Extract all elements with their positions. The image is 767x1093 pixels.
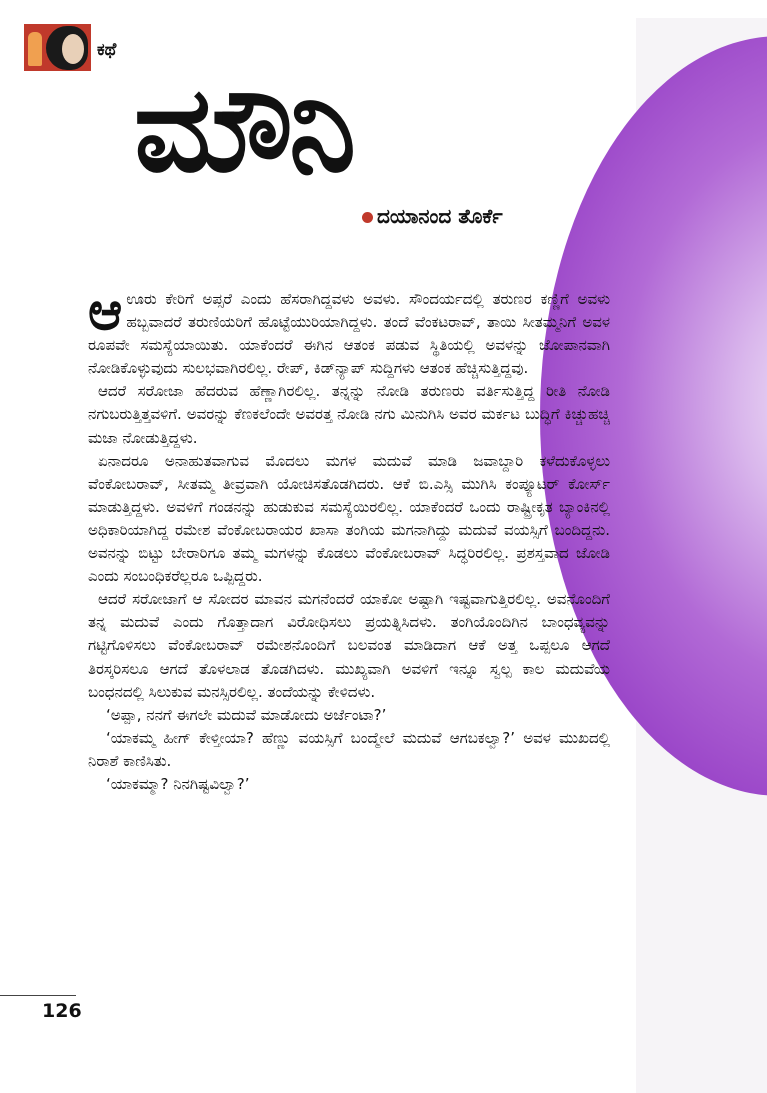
- paragraph: [88, 282, 610, 380]
- dialogue-line: ‘ಯಾಕಮ್ಮಾ? ನಿನಗಿಷ್ಟವಿಲ್ವಾ?’: [106, 774, 250, 793]
- bullet-icon: [362, 212, 373, 223]
- paragraph: ಆದರೆ ಸರೋಜಾಗೆ ಆ ಸೋದರ ಮಾವನ ಮಗನೆಂದರೆ ಯಾಕೋ ಅಷ್ಟಾಗಿ ಇಷ್ಟವಾಗುತ್ತಿರಲಿಲ್ಲ. ಅವನೊಂದಿಗೆ ತನ್ನ ಮದುವೆ ಎಂದು ಗೊತ್ತಾದಾಗ ವಿರೋಧಿಸಲು ಪ್ರಯತ್ನಿಸಿದಳು. ತಂಗಿಯೊಂದಿಗಿನ ಬಾಂಧವ್ಯವನ್ನು ಗಟ್ಟಿಗೊಳಿಸಲು ವೆಂಕೋಬರಾವ್ ರಮೇಶನೊಂದಿಗೆ ಬಲವಂತ ಮಾಡಿದಾಗ ಆಕೆ ಅತ್ತ ಒಪ್ಪಲೂ ಆಗದೆ ತಿರಸ್ಕರಿಸಲೂ ಆಗದೆ ತೊಳಲಾಡ ತೊಡಗಿದಳು. ಮುಖ್ಯವಾಗಿ ಅವಳಿಗೆ ಇನ್ನೂ ಸ್ವಲ್ಪ ಕಾಲ ಮದುವೆಯ ಬಂಧನದಲ್ಲಿ ಸಿಲುಕುವ ಮನಸ್ಸಿರಲಿಲ್ಲ. ತಂದೆಯನ್ನು ಕೇಳಿದಳು.: [88, 590, 610, 701]
- story-body: [88, 282, 610, 796]
- figure-graphic: [28, 32, 42, 66]
- author-byline: [362, 204, 503, 228]
- paragraph-text: ಊರು ಕೇರಿಗೆ ಅಪ್ಸರೆ ಎಂದು ಹೆಸರಾಗಿದ್ದವಳು ಅವಳು. ಸೌಂದರ್ಯದಲ್ಲಿ ತರುಣರ ಕಣ್ಣಿಗೆ ಅವಳು ಹಬ್ಬವಾದರೆ ತರುಣಿಯರಿಗೆ ಹೊಟ್ಟೆಯುರಿಯಾಗಿದ್ದಳು. ತಂದೆ ವೆಂಕಟರಾವ್, ತಾಯಿ ಸೀತಮ್ಮನಿಗೆ ಅವಳ ರೂಪವೇ ಸಮಸ್ಯೆಯಾಯಿತು. ಯಾಕೆಂದರೆ ಈಗಿನ ಆತಂಕ ಪಡುವ ಸ್ಥಿತಿಯಲ್ಲಿ ಅವಳನ್ನು ಜೋಪಾನವಾಗಿ ನೋಡಿಕೊಳ್ಳುವುದು ಸುಲಭವಾಗಿರಲಿಲ್ಲ. ರೇಪ್, ಕಿಡ್‌ನ್ಯಾಪ್ ಸುದ್ದಿಗಳು ಆತಂಕ ಹೆಚ್ಚಿಸುತ್ತಿದ್ದವು.: [88, 290, 610, 378]
- footer-rule: [0, 995, 76, 996]
- section-logo-icon: [24, 24, 91, 71]
- paragraph: ಆದರೆ ಸರೋಜಾ ಹೆದರುವ ಹೆಣ್ಣಾಗಿರಲಿಲ್ಲ. ತನ್ನನ್ನು ನೋಡಿ ತರುಣರು ವರ್ತಿಸುತ್ತಿದ್ದ ರೀತಿ ನೋಡಿ ನಗುಬರುತ್ತಿತ್ತವಳಿಗೆ. ಅವರನ್ನು ಕೆಣಕಲೆಂದೇ ಅವರತ್ತ ನೋಡಿ ನಗು ಮಿನುಗಿಸಿ ಅವರ ಮರ್ಕಟ ಬುದ್ಧಿಗೆ ಕಿಚ್ಚುಹಚ್ಚಿ ಮಜಾ ನೋಡುತ್ತಿದ್ದಳು.: [88, 382, 610, 447]
- drop-cap: ಆ: [88, 282, 123, 342]
- dialogue-line: ‘ಅಪ್ಪಾ, ನನಗೆ ಈಗಲೇ ಮದುವೆ ಮಾಡೋದು ಅರ್ಜೆಂಟಾ?’: [106, 705, 387, 724]
- author-name: ದಯಾನಂದ ತೊರ್ಕೆ: [377, 204, 503, 228]
- section-label: ಕಥೆ: [97, 40, 117, 60]
- paragraph: ಏನಾದರೂ ಅನಾಹುತವಾಗುವ ಮೊದಲು ಮಗಳ ಮದುವೆ ಮಾಡಿ ಜವಾಬ್ದಾರಿ ಕಳೆದುಕೊಳ್ಳಲು ವೆಂಕೋಬರಾವ್, ಸೀತಮ್ಮ ತೀವ್ರವಾಗಿ ಯೋಚಿಸತೊಡಗಿದರು. ಆಕೆ ಬಿ.ಎಸ್ಸಿ ಮುಗಿಸಿ ಕಂಪ್ಯೂಟರ್ ಕೋರ್ಸ್ ಮಾಡುತ್ತಿದ್ದಳು. ಅವಳಿಗೆ ಗಂಡನನ್ನು ಹುಡುಕುವ ಸಮಸ್ಯೆಯಿರಲಿಲ್ಲ. ಯಾಕೆಂದರೆ ಒಂದು ರಾಷ್ಟ್ರೀಕೃತ ಬ್ಯಾಂಕಿನಲ್ಲಿ ಅಧಿಕಾರಿಯಾಗಿದ್ದ ರಮೇಶ ವೆಂಕೋಬರಾಯರ ಖಾಸಾ ತಂಗಿಯ ಮಗನಾಗಿದ್ದು ಮದುವೆ ವಯಸ್ಸಿಗೆ ಬಂದಿದ್ದನು. ಅವನನ್ನು ಬಿಟ್ಟು ಬೇರಾರಿಗೂ ತಮ್ಮ ಮಗಳನ್ನು ಕೊಡಲು ವೆಂಕೋಬರಾವ್ ಸಿದ್ಧರಿರಲಿಲ್ಲ. ಪ್ರಶಸ್ತವಾದ ಜೋಡಿ ಎಂದು ಸಂಬಂಧಿಕರೆಲ್ಲರೂ ಒಪ್ಪಿದ್ದರು.: [88, 451, 610, 586]
- skin-graphic: [62, 34, 84, 64]
- dialogue-line: ‘ಯಾಕಮ್ಮ ಹೀಗ್ ಕೇಳ್ತೀಯಾ? ಹೆಣ್ಣು ವಯಸ್ಸಿಗೆ ಬಂದ್ಮೇಲೆ ಮದುವೆ ಆಗಬಕಲ್ವಾ?’ ಅವಳ ಮುಖದಲ್ಲಿ ನಿರಾಶೆ ಕಾಣಿಸಿತು.: [88, 728, 610, 770]
- page-number: 126: [42, 1000, 82, 1022]
- story-title: ಮೌನಿ: [134, 60, 353, 198]
